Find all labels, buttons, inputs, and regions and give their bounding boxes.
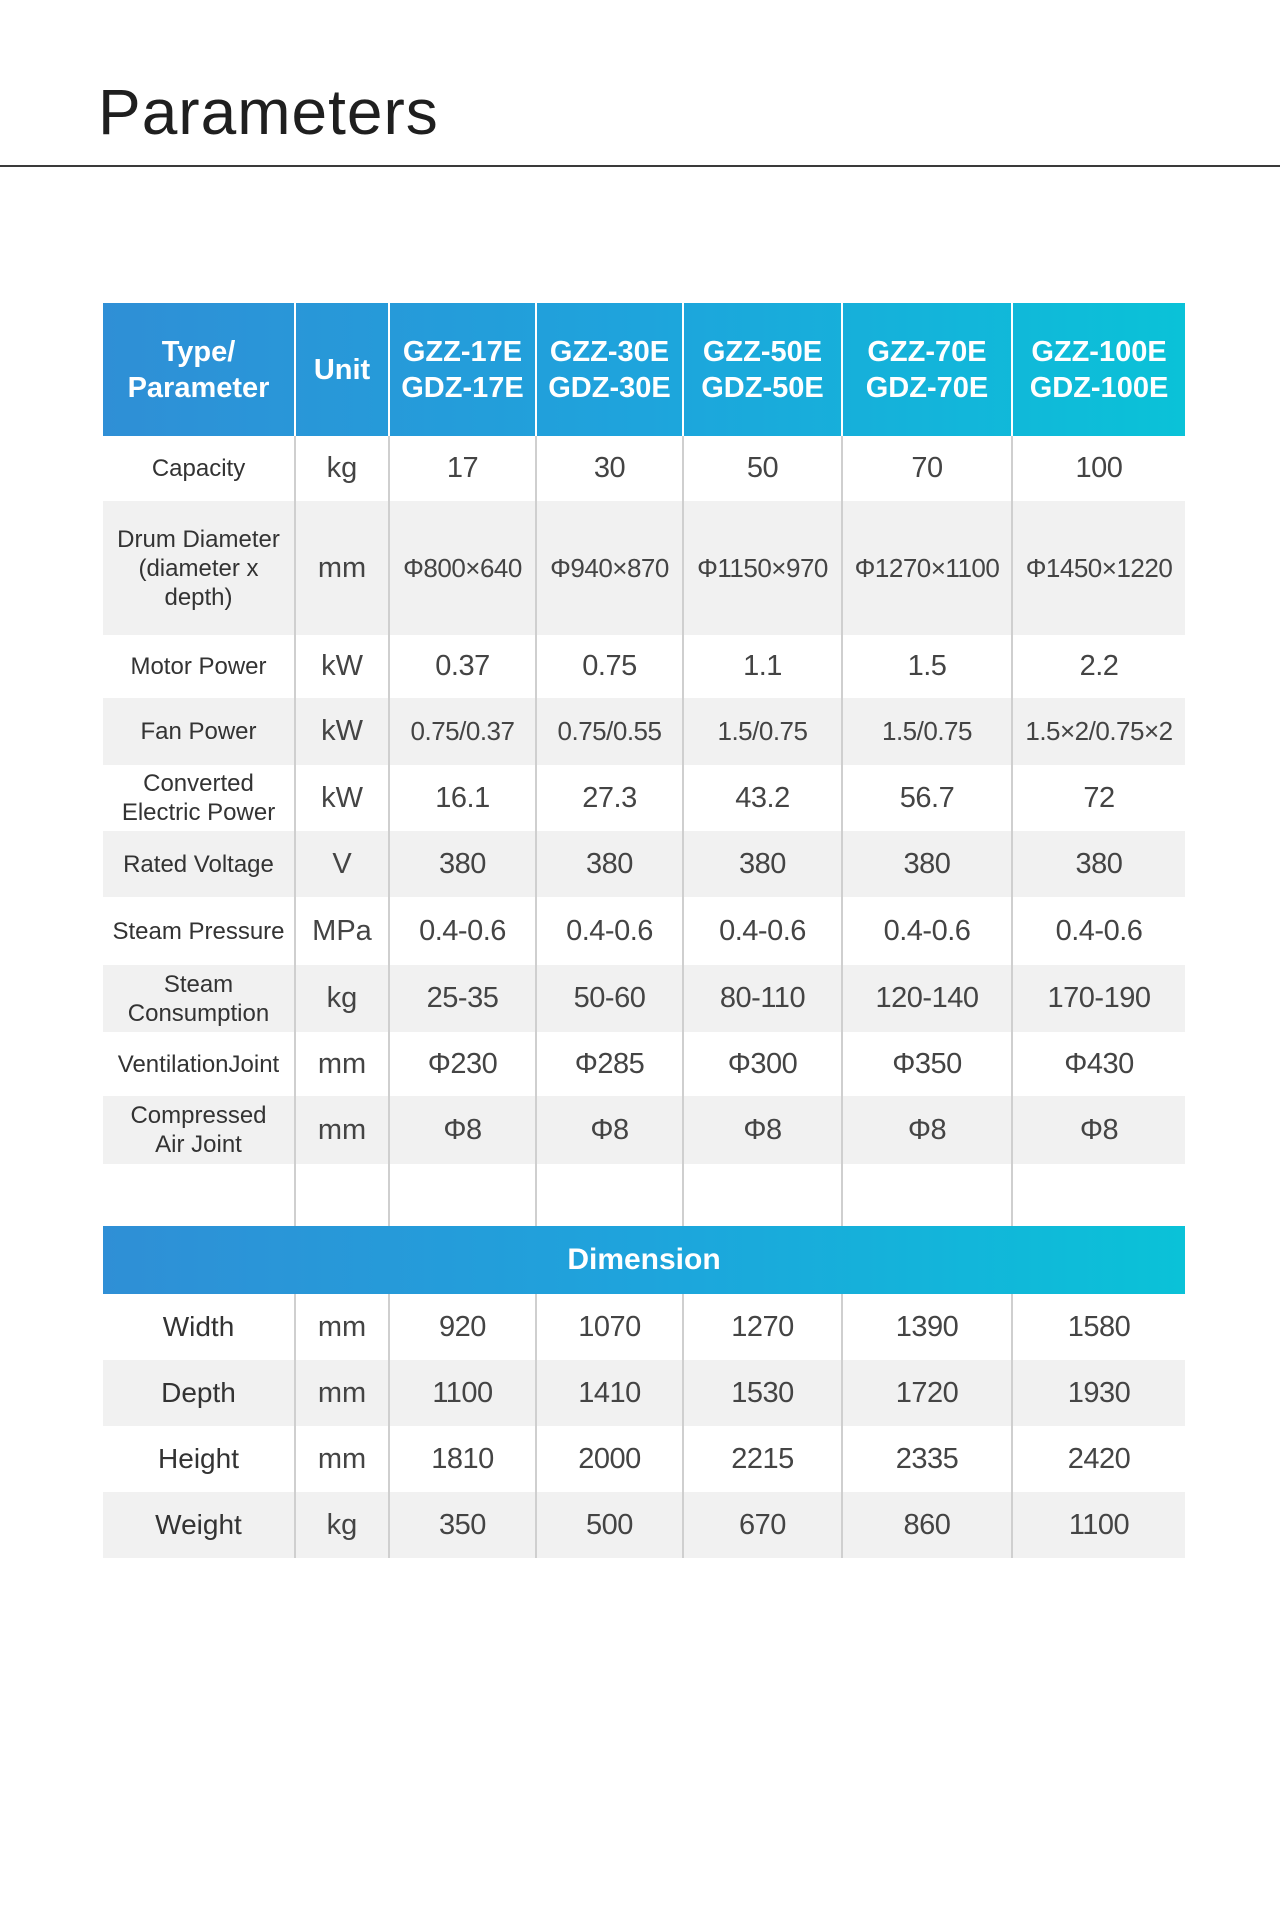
dimension-header-row [103,1226,1185,1294]
parameters-table [103,303,1185,1558]
dimension-value: 500 [536,1492,683,1558]
row-value: 170-190 [1012,965,1185,1032]
row-value: 0.75 [536,635,683,698]
row-unit: kW [295,765,389,831]
dimension-label: Weight [155,1509,242,1540]
row-value: 0.4-0.6 [389,897,536,965]
table-row [103,1294,1185,1360]
row-parameter-label: Steam Consumption [127,970,270,1027]
row-unit: kW [295,698,389,765]
dimension-value: 2215 [683,1426,842,1492]
dimension-value: 1100 [1012,1492,1185,1558]
row-parameter-label: Converted Electric Power [121,770,276,826]
row-value: Φ800×640 [389,501,536,635]
row-value: 56.7 [842,765,1012,831]
row-value: 27.3 [536,765,683,831]
dimension-value: 1100 [389,1360,536,1426]
row-value: 0.4-0.6 [1012,897,1185,965]
table-row [103,501,1185,635]
dimension-unit: mm [295,1294,389,1360]
table-row [103,698,1185,765]
table-row [103,436,1185,501]
row-value: 380 [842,831,1012,897]
row-value: 0.4-0.6 [683,897,842,965]
row-parameter-label: VentilationJoint [117,1050,280,1078]
table-spacer-row [103,1164,1185,1226]
row-value: 70 [842,436,1012,501]
row-unit: kg [295,436,389,501]
dimension-value: 1070 [536,1294,683,1360]
row-value: 120-140 [842,965,1012,1032]
header-model: GZZ-70E GDZ-70E [842,303,1012,436]
table-row [103,1492,1185,1558]
dimension-value: 1580 [1012,1294,1185,1360]
page-title: Parameters [98,76,439,148]
dimension-value: 1410 [536,1360,683,1426]
row-value: 25-35 [389,965,536,1032]
row-value: 0.4-0.6 [842,897,1012,965]
row-value: 0.4-0.6 [536,897,683,965]
header-unit: Unit [295,303,389,436]
row-value: Φ1150×970 [683,501,842,635]
row-value: 2.2 [1012,635,1185,698]
row-value: 380 [536,831,683,897]
table-row [103,897,1185,965]
title-divider [0,165,1280,167]
row-value: 1.5/0.75 [683,698,842,765]
row-unit: V [295,831,389,897]
row-value: 50-60 [536,965,683,1032]
dimension-value: 2335 [842,1426,1012,1492]
row-value: 1.1 [683,635,842,698]
row-value: Φ350 [842,1032,1012,1096]
dimension-value: 1720 [842,1360,1012,1426]
row-value: Φ1450×1220 [1012,501,1185,635]
row-value: Φ8 [389,1096,536,1164]
row-unit: mm [295,501,389,635]
table-row [103,635,1185,698]
row-value: 17 [389,436,536,501]
row-value: 1.5×2/0.75×2 [1012,698,1185,765]
row-value: Φ430 [1012,1032,1185,1096]
row-unit: mm [295,1032,389,1096]
dimension-value: 1810 [389,1426,536,1492]
table-row [103,1032,1185,1096]
row-value: 0.75/0.37 [389,698,536,765]
dimension-value: 2420 [1012,1426,1185,1492]
row-value: Φ1270×1100 [842,501,1012,635]
row-value: 30 [536,436,683,501]
row-unit: kW [295,635,389,698]
row-value: 80-110 [683,965,842,1032]
row-value: 1.5 [842,635,1012,698]
row-unit: MPa [295,897,389,965]
header-model: GZZ-50E GDZ-50E [683,303,842,436]
dimension-unit: kg [295,1492,389,1558]
dimension-value: 2000 [536,1426,683,1492]
dimension-value: 920 [389,1294,536,1360]
row-value: Φ300 [683,1032,842,1096]
table-row [103,1096,1185,1164]
row-value: 0.37 [389,635,536,698]
row-parameter-label: Fan Power [140,718,257,745]
dimension-unit: mm [295,1360,389,1426]
row-value: Φ8 [1012,1096,1185,1164]
row-parameter-label: Drum Diameter (diameter x depth) [117,525,280,611]
table-row [103,1360,1185,1426]
row-value: Φ8 [536,1096,683,1164]
dimension-label: Depth [161,1377,236,1408]
row-value: Φ230 [389,1032,536,1096]
row-value: 380 [1012,831,1185,897]
header-model: GZZ-17E GDZ-17E [389,303,536,436]
row-parameter-label: Rated Voltage [123,850,274,878]
row-parameter-label: Capacity [151,455,246,482]
dimension-value: 1530 [683,1360,842,1426]
dimension-value: 1930 [1012,1360,1185,1426]
row-value: 380 [683,831,842,897]
row-value: Φ285 [536,1032,683,1096]
dimension-value: 350 [389,1492,536,1558]
table-header-row [103,303,1185,436]
row-value: Φ8 [842,1096,1012,1164]
row-value: 380 [389,831,536,897]
dimension-unit: mm [295,1426,389,1492]
header-model: GZZ-100E GDZ-100E [1012,303,1185,436]
dimension-label: Height [158,1443,239,1474]
row-parameter-label: Motor Power [130,653,267,680]
dimension-title: Dimension [567,1243,721,1276]
row-parameter-label: Compressed Air Joint [130,1102,267,1158]
row-value: Φ940×870 [536,501,683,635]
row-value: 72 [1012,765,1185,831]
table-row [103,765,1185,831]
row-value: 0.75/0.55 [536,698,683,765]
table-row [103,831,1185,897]
row-parameter-label: Steam Pressure [112,917,285,945]
row-value: 43.2 [683,765,842,831]
dimension-value: 1390 [842,1294,1012,1360]
table-row [103,1426,1185,1492]
row-value: Φ8 [683,1096,842,1164]
table-row [103,965,1185,1032]
dimension-value: 1270 [683,1294,842,1360]
row-value: 16.1 [389,765,536,831]
dimension-value: 860 [842,1492,1012,1558]
dimension-label: Width [162,1311,235,1342]
dimension-value: 670 [683,1492,842,1558]
row-value: 50 [683,436,842,501]
header-model: GZZ-30E GDZ-30E [536,303,683,436]
header-type-parameter: Type/ Parameter [127,335,270,404]
row-value: 1.5/0.75 [842,698,1012,765]
row-unit: mm [295,1096,389,1164]
row-value: 100 [1012,436,1185,501]
row-unit: kg [295,965,389,1032]
